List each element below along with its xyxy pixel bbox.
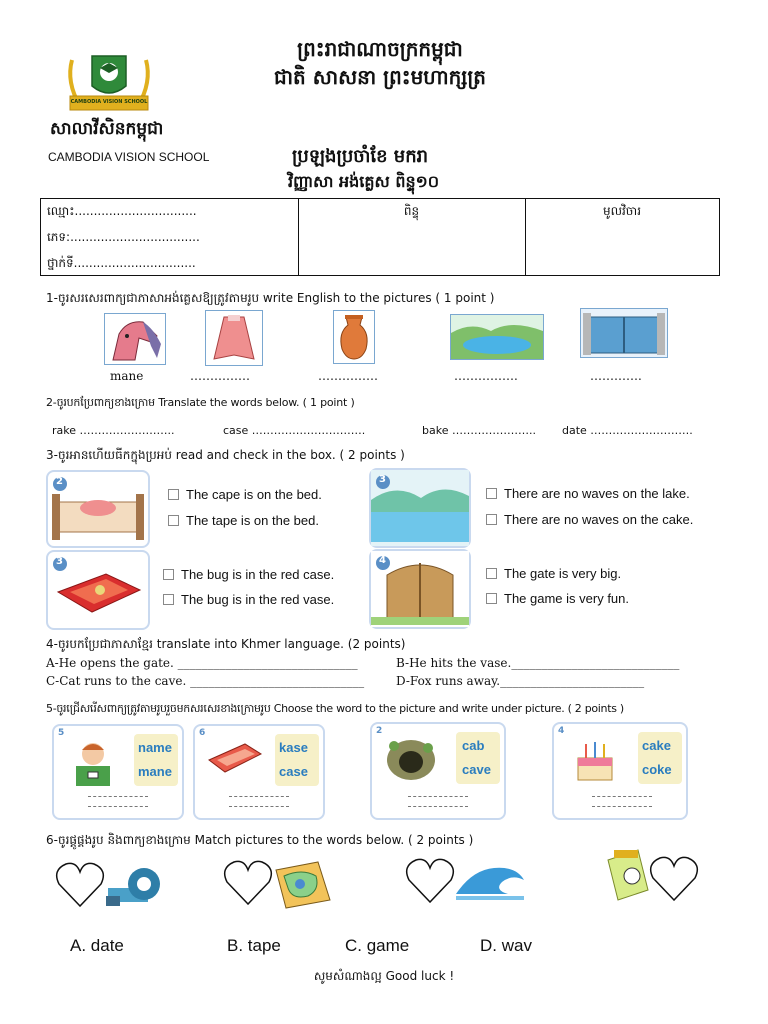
- q3-option-3b[interactable]: The bug is in the red vase.: [163, 592, 334, 607]
- q1-answer-2[interactable]: ……………: [190, 369, 250, 383]
- board-game-picture: [272, 856, 334, 910]
- q3-title: 3-ចូរអានហើយធីកក្នុងប្រអប់ read and check in the box. ( 2 points ): [46, 448, 405, 462]
- gender-field[interactable]: ភេទ:..................................: [47, 230, 200, 244]
- wooden-gate-picture: [369, 549, 471, 629]
- checkbox-icon[interactable]: [168, 489, 179, 500]
- q2-word-rake[interactable]: rake ……………………..: [52, 424, 175, 437]
- q6-title: 6-ចូរផ្គូផ្គងរូប និងពាក្យខាងក្រោម Match pictures to the words below. ( 2 points ): [46, 833, 474, 847]
- heart-icon[interactable]: [648, 854, 700, 904]
- q3-item-2-number: 3: [379, 474, 386, 485]
- q5-card-3-word-2[interactable]: cave: [462, 762, 491, 777]
- q1-title: 1-ចូរសរសេរពាក្យជាភាសាអង់គ្លេសឱ្យត្រូវតាមរូប write English to the pictures ( 1 point ): [46, 291, 495, 305]
- q1-answer-4[interactable]: …………….: [454, 369, 518, 383]
- checkbox-icon[interactable]: [168, 515, 179, 526]
- q3-item-3-number: 3: [56, 556, 63, 567]
- q6-word-c: C. game: [345, 936, 410, 955]
- q4-line-b[interactable]: B-He hits the vase.____________________________: [396, 656, 680, 670]
- horse-picture: [104, 313, 166, 365]
- lake-picture-2: [369, 468, 471, 548]
- q5-card-1: [52, 724, 184, 820]
- q3-option-4a[interactable]: The gate is very big.: [486, 566, 621, 581]
- q2-title: 2-ចូរបកប្រែពាក្យខាងក្រោម Translate the words below. ( 1 point ): [46, 396, 355, 409]
- q5-card-2: [193, 724, 325, 820]
- school-name-kh: សាលាវីសិនកម្ពុជា: [50, 119, 164, 139]
- logo-text: CAMBODIA VISION SCHOOL: [70, 99, 148, 105]
- q3-option-2b[interactable]: There are no waves on the cake.: [486, 512, 693, 527]
- calendar-picture: [604, 846, 652, 902]
- q6-word-b: B. tape: [227, 936, 281, 955]
- footer-good-luck: សូមសំណាងល្អ Good luck !: [313, 969, 455, 983]
- checkbox-icon[interactable]: [486, 488, 497, 499]
- q1-answer-5[interactable]: ………….: [590, 369, 642, 383]
- q6-word-a: A. date: [70, 936, 124, 955]
- q4-line-c[interactable]: C-Cat runs to the cave. _____________________________: [46, 674, 365, 688]
- gate-picture: [580, 308, 668, 358]
- q1-answer-3[interactable]: ……………: [318, 369, 378, 383]
- heart-icon[interactable]: [54, 860, 106, 910]
- q3-item-4-number: 4: [379, 555, 386, 566]
- bed-picture: [46, 470, 150, 548]
- q2-word-date[interactable]: date ……………………….: [562, 424, 693, 437]
- heart-icon[interactable]: [404, 856, 456, 906]
- q1-answer-1[interactable]: mane: [110, 369, 144, 383]
- q4-title: 4-ចូរបកប្រែជាភាសាខ្មែរ translate into Khmer language. (2 points): [46, 637, 406, 651]
- q5-card-3-number: 2: [376, 726, 383, 736]
- q5-card-4-word-2[interactable]: coke: [642, 762, 672, 777]
- q2-word-bake[interactable]: bake …………………..: [422, 424, 536, 437]
- q3-option-4b[interactable]: The game is very fun.: [486, 591, 629, 606]
- comment-header: មូលវិចារ: [602, 204, 642, 218]
- kingdom-line-1: ព្រះរាជាណាចក្រកម្ពុជា: [297, 37, 463, 61]
- q5-card-1-word-2[interactable]: mane: [138, 764, 172, 779]
- q3-item-1-number: 2: [56, 476, 63, 487]
- exam-title: ប្រឡងប្រចាំខែ មករា: [292, 146, 429, 167]
- q5-card-2-number: 6: [199, 728, 206, 738]
- score-header: ពិន្ទុ: [403, 204, 420, 218]
- q3-option-2a[interactable]: There are no waves on the lake.: [486, 486, 690, 501]
- q5-card-4: [552, 722, 688, 820]
- q4-line-a[interactable]: A-He opens the gate. ______________________________: [46, 656, 358, 670]
- q6-word-d: D. wav: [480, 936, 532, 955]
- checkbox-icon[interactable]: [163, 569, 174, 580]
- vase-picture: [333, 310, 375, 364]
- q5-card-1-number: 5: [58, 728, 65, 738]
- red-case-picture: [46, 550, 150, 630]
- lake-picture: [450, 314, 544, 360]
- q4-line-d[interactable]: D-Fox runs away.________________________: [396, 674, 645, 688]
- q5-card-2-word-2[interactable]: case: [279, 764, 308, 779]
- q5-card-4-word-1[interactable]: cake: [642, 738, 671, 753]
- school-logo: [62, 50, 156, 114]
- checkbox-icon[interactable]: [163, 594, 174, 605]
- exam-subject: វិញ្ញាសា អង់គ្លេស ពិន្ទុ១០: [288, 172, 440, 191]
- tape-picture: [106, 860, 162, 910]
- q5-card-3: [370, 722, 506, 820]
- q5-card-4-number: 4: [558, 726, 565, 736]
- checkbox-icon[interactable]: [486, 593, 497, 604]
- name-field[interactable]: ឈ្មោះ................................: [47, 204, 197, 218]
- q3-option-3a[interactable]: The bug is in the red case.: [163, 567, 334, 582]
- q3-option-1b[interactable]: The tape is on the bed.: [168, 513, 319, 528]
- student-info-table: [40, 198, 720, 276]
- checkbox-icon[interactable]: [486, 514, 497, 525]
- q3-option-1a[interactable]: The cape is on the bed.: [168, 487, 322, 502]
- cape-picture: [205, 310, 263, 366]
- q5-card-3-word-1[interactable]: cab: [462, 738, 485, 753]
- wave-picture: [454, 860, 526, 900]
- q2-word-case[interactable]: case ………………………….: [223, 424, 366, 437]
- school-name-en: CAMBODIA VISION SCHOOL: [48, 150, 210, 164]
- q5-title: 5-ចូរជ្រើសរើសពាក្យត្រូវតាមរូបរួចមកសរសេរខាងក្រោមរូប Choose the word to the picture and write under picture. ( 2 points ): [46, 702, 624, 715]
- checkbox-icon[interactable]: [486, 568, 497, 579]
- q5-card-2-word-1[interactable]: kase: [279, 740, 308, 755]
- q5-card-1-word-1[interactable]: name: [138, 740, 172, 755]
- heart-icon[interactable]: [222, 858, 274, 908]
- kingdom-line-2: ជាតិ សាសនា ព្រះមហាក្សត្រ: [274, 65, 486, 89]
- grade-field[interactable]: ថ្នាក់ទី................................: [47, 256, 196, 270]
